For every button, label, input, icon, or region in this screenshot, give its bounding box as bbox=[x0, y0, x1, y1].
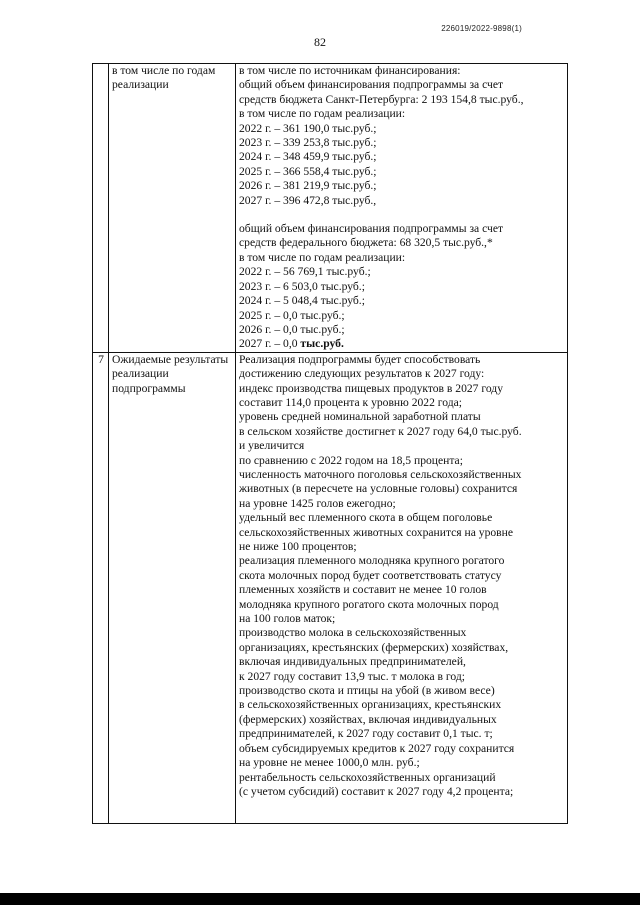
row-content-cell bbox=[236, 352, 568, 823]
text-line: в том числе по годам реализации: bbox=[239, 107, 406, 121]
text-line: 2025 г. – 366 558,4 тыс.руб.; bbox=[239, 164, 377, 178]
text-line: составит 114,0 процента к уровню 2022 года; bbox=[239, 395, 462, 409]
text-line: 2027 г. – 396 472,8 тыс.руб., bbox=[239, 193, 377, 207]
scan-bottom-bar bbox=[0, 893, 640, 905]
text-line: на 100 голов маток; bbox=[239, 612, 336, 626]
page-number: 82 bbox=[314, 35, 326, 49]
text-line: 2024 г. – 5 048,4 тыс.руб.; bbox=[239, 294, 365, 308]
text-line: реализация племенного молодняка крупного рогатого bbox=[239, 554, 505, 568]
text-line bbox=[239, 337, 565, 351]
text-line: племенных хозяйств и составит не менее 10 голов bbox=[239, 583, 487, 597]
table-row bbox=[93, 352, 568, 823]
row-content-cell bbox=[236, 64, 568, 353]
text-line: к 2027 году составит 13,9 тыс. т молока в год; bbox=[239, 669, 465, 683]
text-line: 2026 г. – 0,0 тыс.руб.; bbox=[239, 322, 345, 336]
text-line: средств федерального бюджета: 68 320,5 тыс.руб.,* bbox=[239, 236, 493, 250]
text-line: реализации bbox=[112, 78, 169, 92]
text-line: рентабельность сельскохозяйственных организаций bbox=[239, 770, 496, 784]
text-line: производство скота и птицы на убой (в живом весе) bbox=[239, 684, 495, 698]
text-line: скота молочных пород будет соответствовать статусу bbox=[239, 568, 502, 582]
text-line: производство молока в сельскохозяйственных bbox=[239, 626, 467, 640]
text-line: по сравнению с 2022 годом на 18,5 процента; bbox=[239, 453, 463, 467]
text-line: молодняка крупного рогатого скота молочных пород bbox=[239, 597, 499, 611]
program-table bbox=[92, 63, 568, 824]
text-line: (с учетом субсидий) составит к 2027 году 4,2 процента; bbox=[239, 784, 514, 798]
text-line: сельскохозяйственных животных сохранится на уровне bbox=[239, 525, 513, 539]
table-row bbox=[93, 64, 568, 353]
text-line: объем субсидируемых кредитов к 2027 году сохранится bbox=[239, 741, 515, 755]
text-line: индекс производства пищевых продуктов в 2027 году bbox=[239, 381, 504, 395]
text-line: 2022 г. – 361 190,0 тыс.руб.; bbox=[239, 121, 377, 135]
text-line: общий объем финансирования подпрограммы за счет bbox=[239, 78, 504, 92]
text-line-bold: тыс.руб. bbox=[300, 337, 344, 351]
text-line: (фермерских) хозяйствах, включая индивидуальных bbox=[239, 712, 497, 726]
text-line: и увеличится bbox=[239, 439, 305, 453]
text-line: реализации bbox=[112, 367, 169, 381]
text-line: организациях, крестьянских (фермерских) хозяйствах, bbox=[239, 640, 509, 654]
row-title-cell bbox=[109, 352, 236, 823]
blank-line bbox=[239, 208, 565, 222]
text-line: 2025 г. – 0,0 тыс.руб.; bbox=[239, 308, 345, 322]
text-line: численность маточного поголовья сельскохозяйственных bbox=[239, 467, 522, 481]
text-line: 2023 г. – 339 253,8 тыс.руб.; bbox=[239, 136, 377, 150]
row-title-cell bbox=[109, 64, 236, 353]
text-line: уровень средней номинальной заработной платы bbox=[239, 410, 481, 424]
text-line: 2023 г. – 6 503,0 тыс.руб.; bbox=[239, 279, 365, 293]
text-line: Ожидаемые результаты bbox=[112, 352, 229, 366]
text-line: 2026 г. – 381 219,9 тыс.руб.; bbox=[239, 179, 377, 193]
text-line: подпрограммы bbox=[112, 381, 186, 395]
text-line: достижению следующих результатов к 2027 году: bbox=[239, 367, 485, 381]
text-line: 2022 г. – 56 769,1 тыс.руб.; bbox=[239, 265, 371, 279]
text-line: в сельском хозяйстве достигнет к 2027 году 64,0 тыс.руб. bbox=[239, 424, 522, 438]
text-line: в том числе по годам bbox=[112, 64, 216, 77]
text-line: 2024 г. – 348 459,9 тыс.руб.; bbox=[239, 150, 377, 164]
text-line: общий объем финансирования подпрограммы за счет bbox=[239, 222, 504, 236]
row-number-cell: 7 bbox=[93, 352, 109, 823]
text-line: на уровне 1425 голов ежегодно; bbox=[239, 496, 396, 510]
text-line: на уровне не менее 1000,0 млн. руб.; bbox=[239, 756, 420, 770]
text-line: Реализация подпрограммы будет способствовать bbox=[239, 352, 481, 366]
text-line: удельный вес племенного скота в общем поголовье bbox=[239, 511, 493, 525]
row-number-cell bbox=[93, 64, 109, 353]
text-line: средств бюджета Санкт-Петербурга: 2 193 154,8 тыс.руб., bbox=[239, 92, 524, 106]
text-line: в том числе по источникам финансирования: bbox=[239, 64, 461, 77]
text-line: включая индивидуальных предпринимателей, bbox=[239, 655, 466, 669]
text-line: в сельскохозяйственных организациях, крестьянских bbox=[239, 698, 502, 712]
registration-number: 226019/2022-9898(1) bbox=[441, 24, 522, 33]
text-line: предпринимателей, к 2027 году составит 0,1 тыс. т; bbox=[239, 727, 493, 741]
text-line: в том числе по годам реализации: bbox=[239, 250, 406, 264]
text-line-plain: 2027 г. – 0,0 bbox=[239, 337, 301, 351]
text-line: не ниже 100 процентов; bbox=[239, 540, 357, 553]
text-line: животных (в пересчете на условные головы) сохранится bbox=[239, 482, 518, 496]
